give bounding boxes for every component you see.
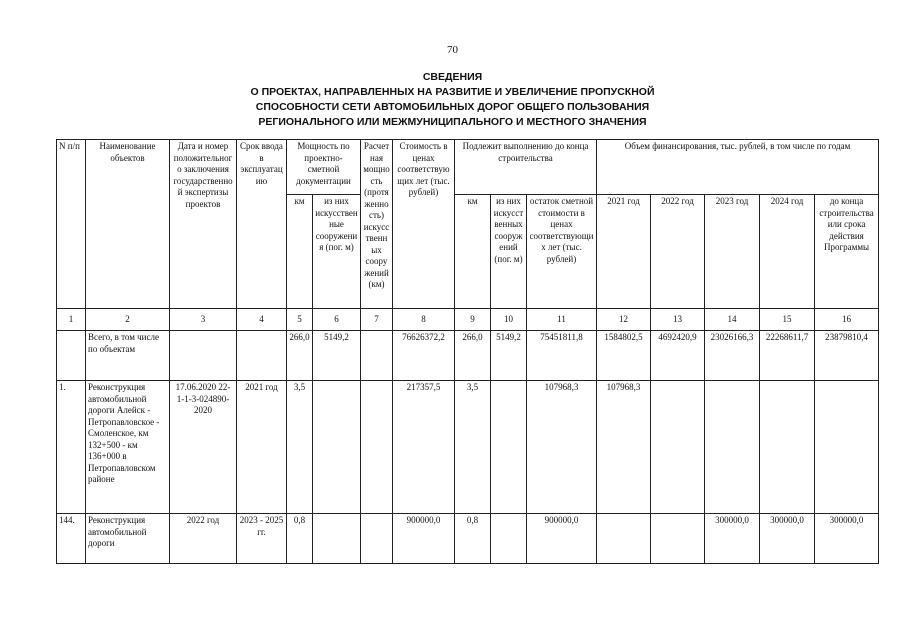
cell-capacity-km: 0,8 — [287, 514, 313, 564]
cell-remaining-cost: 75451811,8 — [527, 331, 597, 381]
cell-cost: 217357,5 — [393, 381, 455, 514]
cell-expertise: 17.06.2020 22-1-1-3-024890-2020 — [170, 381, 237, 514]
cell-2024: 22268611,7 — [760, 331, 815, 381]
table-row — [57, 381, 879, 514]
cell-2021: 1584802,5 — [597, 331, 651, 381]
cell-2023: 300000,0 — [705, 514, 760, 564]
cell-name: Всего, в том числе по объектам — [86, 331, 170, 381]
header-year-2023: 2023 год — [705, 195, 760, 309]
header-until-end: до конца строительства или срока действия Программы — [815, 195, 879, 309]
column-number: 3 — [170, 309, 237, 331]
column-number: 9 — [455, 309, 491, 331]
table-row-total — [57, 331, 879, 381]
cell-term: 2021 год — [237, 381, 287, 514]
cell-term: 2023 - 2025 гг. — [237, 514, 287, 564]
cell-2021 — [597, 514, 651, 564]
cell-remaining-km: 266,0 — [455, 331, 491, 381]
header-year-2024: 2024 год — [760, 195, 815, 309]
header-year-2021: 2021 год — [597, 195, 651, 309]
header-term: Срок ввода в эксплуатацию — [237, 140, 287, 309]
cell-2022: 4692420,9 — [651, 331, 705, 381]
cell-remaining-cost: 900000,0 — [527, 514, 597, 564]
cell-2024 — [760, 381, 815, 514]
header-expertise: Дата и номер положительного заключения государственной экспертизы проектов — [170, 140, 237, 309]
column-number: 16 — [815, 309, 879, 331]
header-remaining-km: км — [455, 195, 491, 309]
cell-capacity-structures — [313, 381, 361, 514]
cell-num — [57, 331, 86, 381]
cell-remaining-structures — [491, 514, 527, 564]
cell-remaining-structures: 5149,2 — [491, 331, 527, 381]
cell-until-end: 300000,0 — [815, 514, 879, 564]
cell-2022 — [651, 514, 705, 564]
cell-until-end: 23879810,4 — [815, 331, 879, 381]
column-number: 2 — [86, 309, 170, 331]
header-name: Наименование объектов — [86, 140, 170, 309]
column-number: 7 — [361, 309, 393, 331]
cell-calc-capacity — [361, 331, 393, 381]
cell-cost: 76626372,2 — [393, 331, 455, 381]
column-number: 12 — [597, 309, 651, 331]
cell-term — [237, 331, 287, 381]
heading-line: СПОСОБНОСТИ СЕТИ АВТОМОБИЛЬНЫХ ДОРОГ ОБЩЕГО ПОЛЬЗОВАНИЯ — [255, 101, 650, 113]
column-number: 8 — [393, 309, 455, 331]
table-row — [57, 514, 879, 564]
column-number: 15 — [760, 309, 815, 331]
cell-remaining-km: 0,8 — [455, 514, 491, 564]
page-number: 70 — [447, 44, 458, 56]
header-capacity: Мощность по проектно-сметной документации — [287, 140, 361, 195]
cell-remaining-cost: 107968,3 — [527, 381, 597, 514]
cell-cost: 900000,0 — [393, 514, 455, 564]
header-remaining-cost: остаток сметной стоимости в ценах соответствующих лет (тыс. рублей) — [527, 195, 597, 309]
cell-expertise — [170, 331, 237, 381]
header-financing: Объем финансирования, тыс. рублей, в том числе по годам — [597, 140, 879, 195]
document-heading — [0, 70, 905, 130]
header-capacity-structures: из них искусственные сооружения (пог. м) — [313, 195, 361, 309]
cell-remaining-km: 3,5 — [455, 381, 491, 514]
cell-calc-capacity — [361, 514, 393, 564]
cell-2022 — [651, 381, 705, 514]
cell-2023 — [705, 381, 760, 514]
header-cost: Стоимость в ценах соответствующих лет (тыс. рублей) — [393, 140, 455, 309]
cell-capacity-km: 3,5 — [287, 381, 313, 514]
cell-capacity-structures — [313, 514, 361, 564]
column-number: 4 — [237, 309, 287, 331]
cell-2023: 23026166,3 — [705, 331, 760, 381]
column-number: 13 — [651, 309, 705, 331]
cell-num: 1. — [57, 381, 86, 514]
column-number: 5 — [287, 309, 313, 331]
header-year-2022: 2022 год — [651, 195, 705, 309]
column-number: 10 — [491, 309, 527, 331]
cell-2021: 107968,3 — [597, 381, 651, 514]
header-capacity-km: км — [287, 195, 313, 309]
column-number: 14 — [705, 309, 760, 331]
header-remaining: Подлежит выполнению до конца строительства — [455, 140, 597, 195]
header-remaining-structures: из них искусственных сооружений (пог. м) — [491, 195, 527, 309]
cell-name: Реконструкция автомобильной дороги Алейск - Петропавловское - Смоленское, км 132+500 - км 136+000 в Петропавловском районе — [86, 381, 170, 514]
column-number-row — [57, 309, 879, 331]
cell-capacity-structures: 5149,2 — [313, 331, 361, 381]
heading-line: СВЕДЕНИЯ — [422, 71, 483, 83]
heading-line: РЕГИОНАЛЬНОГО ИЛИ МЕЖМУНИЦИПАЛЬНОГО И МЕСТНОГО ЗНАЧЕНИЯ — [258, 116, 647, 128]
cell-until-end — [815, 381, 879, 514]
cell-expertise: 2022 год — [170, 514, 237, 564]
header-num: N п/п — [57, 140, 86, 309]
cell-2024: 300000,0 — [760, 514, 815, 564]
projects-table — [56, 139, 879, 564]
cell-calc-capacity — [361, 381, 393, 514]
cell-name: Реконструкция автомобильной дороги — [86, 514, 170, 564]
cell-remaining-structures — [491, 381, 527, 514]
column-number: 6 — [313, 309, 361, 331]
cell-capacity-km: 266,0 — [287, 331, 313, 381]
column-number: 11 — [527, 309, 597, 331]
column-number: 1 — [57, 309, 86, 331]
cell-num: 144. — [57, 514, 86, 564]
heading-line: О ПРОЕКТАХ, НАПРАВЛЕННЫХ НА РАЗВИТИЕ И УВЕЛИЧЕНИЕ ПРОПУСКНОЙ — [250, 86, 655, 98]
header-calc-capacity: Расчетная мощность (протяженность) искусственных сооружений (км) — [361, 140, 393, 309]
